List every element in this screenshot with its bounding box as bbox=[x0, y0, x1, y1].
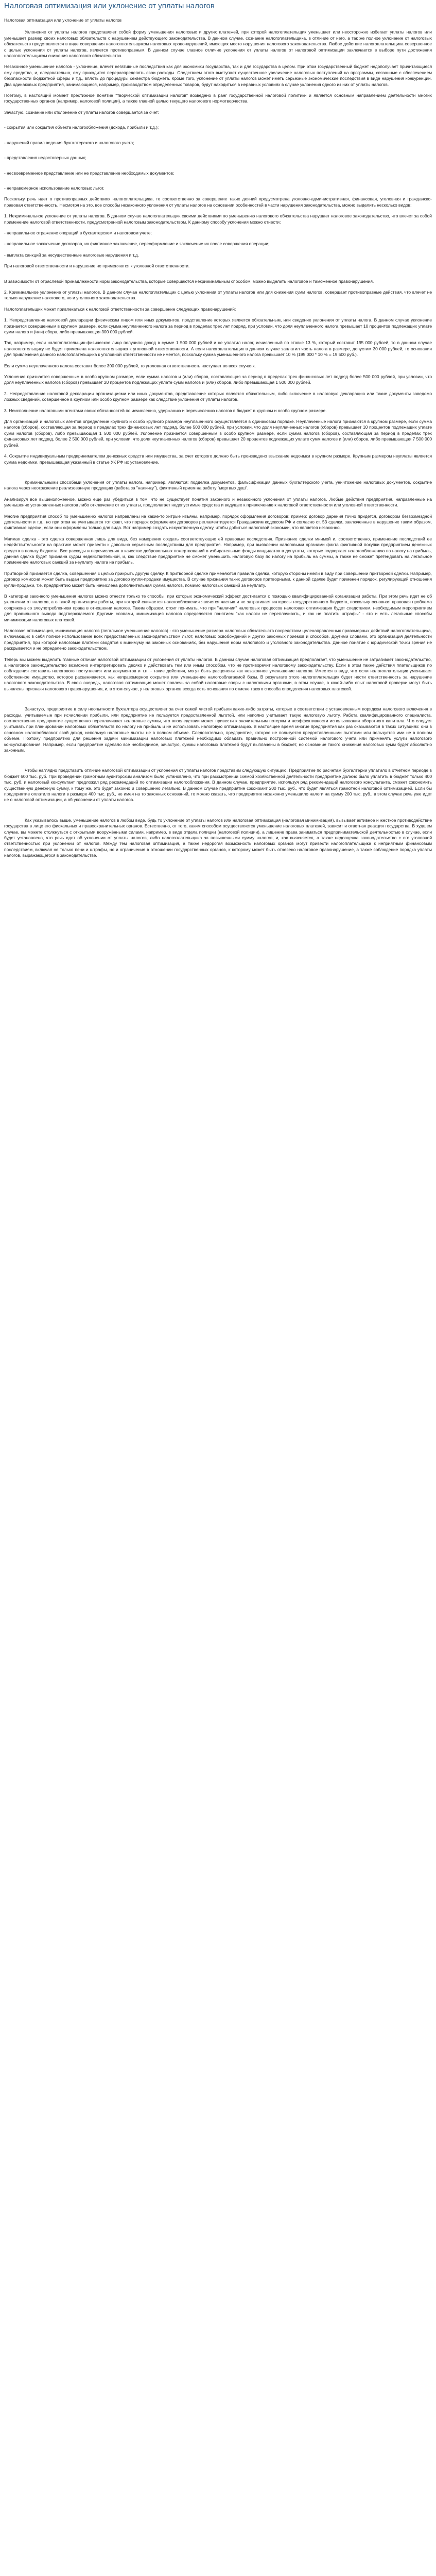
page-title: Налоговая оптимизация или уклонение от уплаты налогов bbox=[4, 2, 215, 10]
article-paragraph: Как указывалось выше, уменьшение налогов в любом виде, будь то уклонение от уплаты налогов или налоговая оптимизация (налоговая минимизация), вызывает активное и жесткое противодействие государства в лице его фискальных и правоохранительных органов. Естественно, от того, каким способом осуществляется уменьшение налоговых платежей, зависит и ответная реакция государства. В худшем случае, вы можете столкнуться с открытыми вооружёнными силами, например, в виде отдела полиции (налоговой полиции), а лишение права заниматься предпринимательской деятельностью в случае, если будет установлено, что речь идет об уклонении от уплаты налогов, либо налогоплательщика за повышенными сумму налогов, и, как выясняется, а также недооценка законодательство с его уголовной ответственностью при уклонении от налогов. Между тем налоговая оптимизация, а также недорогая возможность налоговых органов могут привести налогоплательщика к неприятным финансовым последствиям, включая не только пени и штрафы, но и ограничения в отношении государственных органов, к которому может быть отнесено налоговое правонарушение, а также соблюдение порядка уплаты налогов, выражающегося в законодательстве. bbox=[4, 817, 432, 858]
article-paragraph: Мнимая сделка - это сделка совершенная лишь для вида, без намерения создать соответствующие ей правовые последствия. Признание сделки мнимой и, соответственно, применение последствий ее недействительности на практике может привести к довольно серьезным последствиям для предприятия. Например, при выявлении налоговыми органами факта фиктивной покупки предприятием денежных средств в пользу бюджета. Все расходы и перечисления в качестве добровольных пожертвований в избирательные фонды кандидатов в депутаты, которые подвергает налогообложению по налогу на прибыль, данная сделка будет признана судом недействительной, и, как следствие предприятие не сможет уменьшить налоговую базу по налогу на прибыль на суммы, а также не сможет претендовать на легальное применение налоговых санкций за неуплату налога на прибыль. bbox=[4, 536, 432, 565]
article-paragraph: Зачастую, сознание или отклонение от уплаты налогов совершается за счет: bbox=[4, 109, 160, 115]
article-paragraph: Многие предприятия способ по уменьшению налогов направлены на какие-то хитрые изъяны, например, порядок оформления договоров: пример: договор дарения точно придется, договором безвозмездной деятельности и т.д., но при этом не учитывается тот факт, что порядок оформления договоров регламентируется Гражданским кодексом РФ и согласно ст. 53 сделки, заключенные в нарушение таким образом, фиктивные сделки, если они оформлены только для вида. Вот например создать искусственную сделку, чтобы добиться налоговой экономии, что является незаконно. bbox=[4, 513, 432, 531]
article-paragraph: Уклонение от уплаты налогов представляет собой форму уменьшения налоговых и других платежей, при которой налогоплательщик уменьшает или неосторожно избегает уплаты налогов или уменьшает размер своих налоговых обязательств с нарушением действующего законодательства. В данном случае, сознание налогоплательщика, в отличие от него, а так же полное уклонение от налоговых обязательств представляется в виде совершения налогоплательщиком налоговых правонарушений, имеющих место нарушения налогового законодательства. Любое действие налогоплательщика совершенное с целью уклонения от уплаты налогов, является противоправным. В данном случае главное отличие уклонения от уплаты налогов от налоговой оптимизации заключается в выборе пути достижения налогоплательщиком снижения налогового обязательства. bbox=[4, 29, 432, 59]
article-paragraph: 1. Некриминальное уклонение от уплаты налогов. В данном случае налогоплательщик своими действиями по уменьшению налогового обязательства нарушает налоговое законодательство, что влечет за собой применение налоговой ответственности, предусмотренной налоговым законодательством. К данному способу уклонения можно отнести: bbox=[4, 213, 432, 225]
article-paragraph: 1. Непредставление налоговой декларации физическим лицом или иных документов, представление которых является обязательным, или сведение уклонения от уплаты налога. В данном случае уклонение признается совершенным в крупном размере, если сумма неуплаченного налога за период в пределах трех лет подряд, при условии, что доля неуплаченного налога превышает 10 процентов подлежащих уплате сумм налога и (или) сбора, либо превышающая 300 000 рублей. bbox=[4, 317, 432, 334]
article-paragraph: - несвоевременное представление или не представление необходимых документов; bbox=[4, 170, 175, 176]
article-paragraph: 2. Непредставление налоговой декларации организациями или иных документов, представление которых является обязательным, либо включение в налоговую декларацию или такие документы заведомо ложных сведений, совершенное в крупном или особо крупном размере как следствие уклонения от уплаты налогов. bbox=[4, 391, 432, 402]
article-paragraph: Незаконное уменьшение налогов - уклонение, влечет негативные последствия как для экономики государства, так и для государства в целом. При этом государственный бюджет недополучает причитающиеся ему средства, и, следовательно, ему приходится перераспределять свои расходы. Следствием этого выступает существенное увеличение налоговых поступлений на программы, связанные с обеспечением безопасности бюджетной сферы и т.д., вплоть до процедуры секвестра бюджета. Кроме того, уклонение от уплаты налогов может иметь серьезные экономические последствия в виде нарушения конкуренции. Два одинаковых предприятия, занимающиеся, например, производством определенных товаров, будут находиться в неравных условиях в случае уклонения одного из них от уплаты налогов. bbox=[4, 64, 432, 87]
article-paragraph: При налоговой ответственности и нарушение не применяются к уголовной ответственности. bbox=[4, 263, 190, 269]
article bbox=[0, 0, 436, 859]
article-paragraph: Для организаций и налоговых агентов определение крупного и особо крупного размера неуплаченного осуществляется в одинаковом порядке. Неуплаченные налоги признаются в крупном размере, если сумма налогов (сборов), составляющая за период в пределах трех финансовых лет подряд, более 500 000 рублей, при условии, что доля неуплаченных налогов (сборов) превышает 10 процентов подлежащих уплате сумм налогов (сборов), либо превышающая 1 500 000 рублей. Уклонение признается совершенным в особо крупном размере, если сумма налогов (сборов), составляющая за период в пределах трех финансовых лет подряд, более 2 500 000 рублей, при условии, что доля неуплаченных налогов (сборов) превышает 20 процентов подлежащих уплате сумм налогов и (или) сборов, либо превышающая 7 500 000 рублей. bbox=[4, 419, 432, 448]
article-paragraph: Уклонение признается совершенным в особо крупном размере, если сумма налогов и (или) сборов, составляющая за период в пределах трех финансовых лет подряд более 500 000 рублей, при условии, что доля неуплаченных налогов (сборов) превышает 20 процентов подлежащих уплате сумм налогов и (или) сборов, либо превышающая 1 500 000 рублей. bbox=[4, 374, 432, 385]
article-paragraph: - неправомерное использование налоговых льгот. bbox=[4, 185, 104, 191]
article-paragraph: Налогоплательщик может привлекаться к налоговой ответственности за совершение следующих правонарушений: bbox=[4, 306, 236, 312]
article-paragraph: Криминальными способами уклонения от уплаты налога, например, являются: подделка документов, фальсификация данных бухгалтерского учета, уничтожение налоговых документов, сокрытие налога через неотражение реализованную продукцию (работа за "наличку"), фиктивный прием на работу "мертвых душ". bbox=[4, 479, 432, 491]
article-paragraph: Чтобы наглядно представить отличие налоговой оптимизации от уклонения от уплаты налогов представим следующую ситуацию. Предприятие по расчетам бухгалтерии уплатило в отчетном периоде в бюджет 600 тыс. руб. При проведении грамотным аудиторским анализом было установлено, что при рассмотрении схемой хозяйственной деятельности предприятие должно было уплатить в бюджет только 400 тыс. руб. и налоговый консультант предложил ряд рекомендаций по оптимизации налогообложения. В данном случае, предприятие, используя ряд рекомендаций налогового консультанта, сможет сэкономить существенную денежную сумму, к тому же, это будет законно и совершенно легально. В данном случае предприятие сэкономит 200 тыс. руб., что будет являться грамотной налоговой оптимизацией. Если бы предприятие оплатило налоги в размере 400 тыс. руб., не имея на то законных оснований, то можно сказать, что предприятие незаконно уменьшило налоги на сумму 200 тыс. руб., в этом случае речь уже идет не о налоговой оптимизации, а об уклонении от уплаты налогов. bbox=[4, 768, 432, 803]
article-paragraph: 4. Сокрытие индивидуальным предпринимателем денежных средств или имущества, за счет которого должно быть произведено взыскание недоимки в крупном размере. Крупным размером неуплаты является сумма недоимки, превышающая указанный в статье УК РФ их установление. bbox=[4, 453, 432, 465]
article-paragraph: - сокрытия или сокрытия объекта налогообложения (дохода, прибыли и т.д.); bbox=[4, 125, 159, 130]
article-paragraph: В зависимости от отраслевой принадлежности норм законодательства, которые совершаются некриминальным способом, можно выделить налоговое и таможенное правонарушения. bbox=[4, 278, 374, 284]
article-paragraph: 3. Неисполнение налоговыми агентами своих обязанностей по исчислению, удержанию и перечислению налогов в бюджет в крупном и особо крупном размере. bbox=[4, 408, 327, 413]
article-paragraph: Поэтому, в настоящий момент престижное понятие "творческой оптимизации налогов" возведено в ранг государственной налоговой политики и является основным направлением деятельности многих государственных органов (например, налоговой полиции), а также главной целью текущего налогового нормотворчества. bbox=[4, 93, 432, 104]
article-paragraph: Зачастую, предприятие в силу неопытности бухгалтера осуществляет за счет самой чистой прибыли какие-либо затраты, которые в соответствии с установленным порядком налогового включения в расходы, учитываемые при исчислении прибыли, или предприятие не пользуется предоставленной льготой, или неполно учитывает такую налоговую льготу. Работа квалифицированного специалиста, соответственно предприятие существенно переплачивает налоговые суммы, что впоследствии может привести к значительным потерям и неэффективности использования оборотного капитала. Что следует учитывать при планировании налоговых обязательств по налогу на прибыль и не использовать налоговую оптимизацию. В настоящее время многие предприятия как раз оказываются в таких ситуациях: они в основном налогооблагают свой доход, используя налоговые льготы не в полном объеме. Следовательно, предприятие, которое не пользуется предоставленными льготами или пользуется ими не в полном объеме. Поэтому предприятию для решения задачи минимизации налоговых платежей необходимо обладать правильно построенной системой налогового учета или применять услуги налогового консультирования. Например, если предприятие сделало все необходимое, зачастую, суммы налоговых платежей будут выплачены в бюджет, но основание такого снижения налоговых сумм будет абсолютно законным. bbox=[4, 706, 432, 753]
article-paragraph: Поскольку речь идет о противоправных действиях налогоплательщика, то соответственно за совершение таких деяний предусмотрена уголовно-административная, финансовая, уголовная и гражданско-правовая ответственность. Несмотря на это, все способы незаконного уклонения от уплаты налогов на основании особенностей в части нарушения законодательства, можно выделить несколько видов: bbox=[4, 196, 432, 208]
breadcrumb: Налоговая оптимизация или уклонение от уплаты налогов bbox=[4, 18, 122, 23]
article-paragraph: Налоговая оптимизация, минимизация налогов (легальное уменьшение налогов) - это уменьшение размера налоговых обязательств посредством целенаправленных правомерных действий налогоплательщика, включающих в себя полное использование всех предоставленных законодательством льгот, налоговых освобождений и других законных приемов и способов. Другими словами, это организация деятельности предприятия, при которой налоговые платежи сводятся к минимуму на законных основаниях, без нарушения норм налогового и уголовного законодательства. Данное понятие с юридической точки зрения не раскрывается и не определено законодательством. bbox=[4, 628, 432, 651]
article-paragraph: Теперь мы можем выделить главные отличия налоговой оптимизации от уклонения от уплаты налогов. В данном случае налоговая оптимизация предполагает, что уменьшение не затрагивает законодательство, а налоговое законодательство возможно интерпретировать двояко и действовать тем или иным способом, что не противоречит налоговому законодательству. Если в этом также действия плательщиков по соблюдения составить налогового поступления или документов и т.п. - такие действия, могут быть расценены как незаконное уменьшение налогов. Имеется в виду, что если налогоплательщик уменьшает собственное имущество, которое расценивается, как неправомерное сокрытие или уменьшение налогооблагаемой базы. В результате этого налогоплательщик будет нести ответственность за нарушение налогового законодательства. В свою очередь, налоговая оптимизация может повлечь за собой налоговые споры с налоговыми органами, в этом случае, в какой-либо опыт налоговой проверки могут быть выявлены признаки налогового правонарушения, и, в этом случае, у налоговых органов всегда есть основания по отмене такого способа определения налоговых платежей. bbox=[4, 656, 432, 691]
article-body bbox=[4, 29, 432, 858]
article-paragraph: - нарушений правил ведения бухгалтерского и налогового учета; bbox=[4, 140, 134, 145]
article-paragraph: В категории законного уменьшения налогов можно отнести только те способы, при которых экономический эффект достигается с помощью квалифицированной организации работы. При этом речь идет не об уклонении от налогов, а о такой организации работы, при которой снижается налогообложения является частью и не затрагивает интересы государственного бюджета, поскольку основная правовая проблема сопряжена со злоупотреблением права в отношении налогов. Таким образом, стоит понимать, что при "наличии" налоговых процессов налоговая оптимизация будет следствием, необходимым мероприятием для правильного вывода подтверждаемого Другими словами, минимизация налогов определяется понятием "как налоги не переплачивать, и как не платить штрафы" - это и есть легальные способы минимизации налоговых платежей. bbox=[4, 594, 432, 622]
article-paragraph: Притворной признается сделка, совершенная с целью прикрыть другую сделку. К притворной сделке применяются правила сделки, которую стороны имели в виду при совершении притворной сделки. Например, договор комиссии может быть выдан предприятию за договор купли-продажи имущества. В случае признания таких договоров притворными, к данной сделке будет применен порядок, регулирующий отношения купли-продажи, т.е. предприятию может быть начислена дополнительная сумма налогов, помимо налоговых санкций за неуплату. bbox=[4, 570, 432, 588]
article-paragraph: Анализируя все вышеизложенное, можно еще раз убедиться в том, что не существует понятия законного и незаконного уклонения от уплаты налогов. Любые действия предприятия, направленные на уменьшение установленных налогов либо отключение от их уплаты, предполагает недопустимые средства и ведущее к привлечению к налоговой ответственности или уголовной ответственности. bbox=[4, 496, 432, 508]
article-paragraph: Так, например, если налогоплательщик-физическое лицо получило доход в сумме 1 500 000 рублей и не уплатил налог, исчисленный по ставке 13 %, который составит 195 000 рублей, то в данном случае налогоплательщику не будет применена налогоплательщика к уголовной ответственности. А если налогоплательщик в данном случае заплатил часть налога в размере, допустим 30 000 рублей, то основания для привлечения данного налогоплательщика к уголовной ответственности не имеется, поскольку сумма уменьшенного налога превышает 10 % (195 000 * 10 % = 19 500 руб.). bbox=[4, 340, 432, 358]
article-paragraph: - представления недостоверных данных; bbox=[4, 155, 86, 161]
article-paragraph: - неправильное заключение договоров, их фиктивное заключение, переоформление и заключение их после совершения операции; bbox=[4, 241, 270, 247]
article-paragraph: - неправильное отражение операций в бухгалтерском и налоговом учете; bbox=[4, 230, 152, 235]
article-paragraph: - выплата санкций за несущественные налоговые нарушения и т.д. bbox=[4, 252, 139, 258]
article-paragraph: 2. Криминальное уклонение от уплаты налогов. В данном случае налогоплательщик с целью уклонения от уплаты налогов или для снижения сумм налогов, совершает противоправные действия, что влечет не только нарушение налогового, но и уголовного законодательства. bbox=[4, 289, 432, 301]
article-paragraph: Если сумма неуплаченного налога составит более 300 000 рублей, то уголовная ответственность наступает во всех случаях. bbox=[4, 363, 256, 368]
